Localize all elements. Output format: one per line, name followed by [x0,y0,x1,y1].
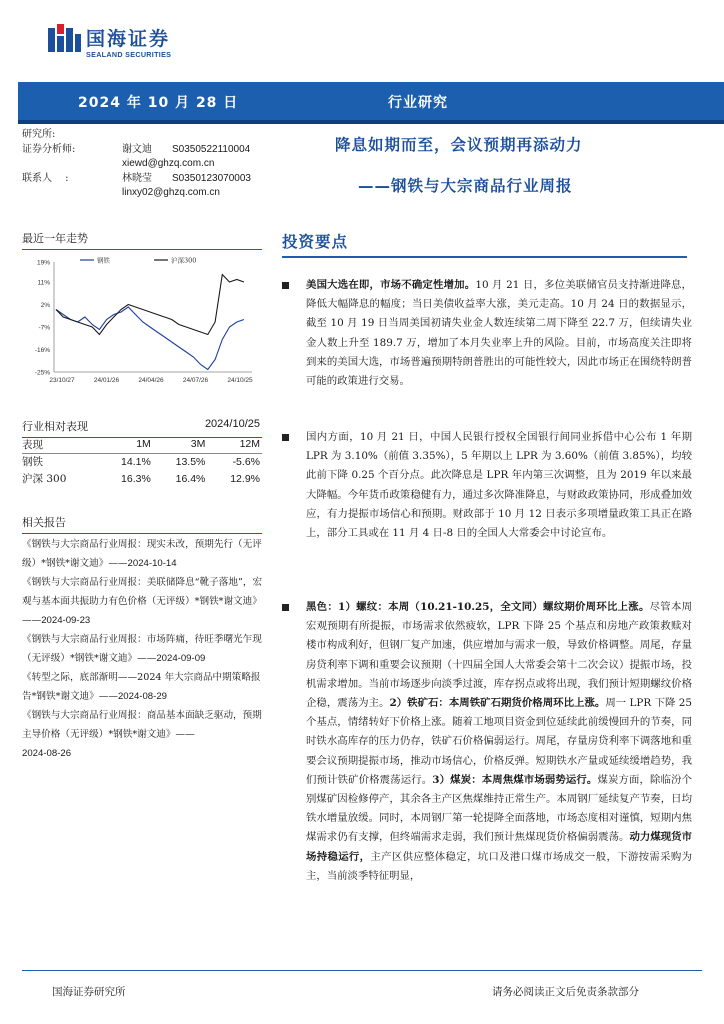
performance-heading [22,418,262,438]
x-tick-label: 23/10/27 [49,377,75,384]
bullet-icon [282,604,289,611]
col-header: 12M [207,436,262,453]
point-body: 尽管本周宏观预期有所提振，市场需求依然疲软，LPR 下降 25 个基点和房地产政策救赎对楼市构成利好，但钢厂复产加速，供应增加与需求一般，导致价格调整。周尾，存量房贷利率下调和重要会议预期（十四届全国人大常委会第十二次会议）提振市场，投机需求增加。当前市场逐步向淡季过渡，库存拐点或将出现，我们预计短期螺纹价格企稳，震荡为主。 [306,601,692,710]
cell-3m: 16.4% [175,472,206,485]
point-lead: 黑色：1）螺纹：本周（10.21-10.25，全文同）螺纹期价周环比上涨。 [306,601,650,613]
point-body: 周一 LPR 下降 25 个基点，情绪转好下价格上涨。随着工地项目资金到位延续此前缓慢回升的节奏，同时铁水高库存的压力仍存，铁矿石价格偏弱运行。周尾，存量房贷利率下调落地和重要会议预期提振市场，推动市场信心，价格反弹。短期铁水产量或延续缓增趋势，我们预计铁矿价格震荡运行。 [306,697,692,786]
point-domestic [282,428,692,543]
bullet-icon [282,434,289,441]
x-tick-label: 24/01/26 [93,377,120,384]
row-name: 钢铁 [22,456,43,469]
col-header: 表现 [22,436,98,453]
report-name: 《转型之际，底部渐明——2024 年大宗商品中期策略报告*钢铁*谢文迪》—— [22,672,261,702]
y-tick-label: 11% [37,279,50,287]
points-heading: 投资要点 [282,233,349,251]
report-section: 行业研究 [388,95,448,111]
point-lead: 动力煤现货市场持稳运行， [306,831,693,863]
footer-left: 国海证券研究所 [52,986,126,998]
y-tick-label: -16% [34,347,50,354]
col-header: 1M [98,436,153,453]
legend-label: 钢铁 [97,256,110,265]
footer-right: 请务必阅读正文后免责条款部分 [492,986,639,998]
trend-chart [22,252,262,387]
y-tick-label: -25% [34,369,50,377]
contact-cert: S0350123070003 [172,172,251,184]
related-heading [22,514,262,534]
performance-table [22,436,262,487]
related-reports-list [22,535,264,763]
performance-heading-text: 行业相对表现 [22,420,88,433]
point-lead: 美国大选在即，市场不确定性增加。 [306,279,476,291]
legend-label: 沪深300 [171,256,197,265]
y-tick-label: 2% [40,302,50,309]
research-label: 研究所: [22,129,56,140]
analyst-block [22,128,272,201]
report-date: 2024-10-14 [127,558,177,569]
related-report-item[interactable] [22,668,264,706]
performance-header-row [22,436,262,453]
report-date: 2024 年 10 月 28 日 [78,95,239,111]
report-name: 《钢铁与大宗商品行业周报：市场阵痛，待旺季曙光乍现（无评级）*钢铁*谢文迪》—— [22,634,262,664]
report-name: 《钢铁与大宗商品行业周报：商品基本面缺乏驱动，预期主导价格（无评级）*钢铁*谢文迪》—— [22,710,262,740]
points-divider [282,256,687,258]
brand-name-cn: 国海证券 [86,28,171,50]
report-banner [18,82,724,120]
report-subtitle: ——钢铁与大宗商品行业周报 [358,177,573,195]
related-report-item[interactable] [22,573,264,630]
related-report-item[interactable] [22,535,264,573]
table-row [22,470,262,487]
analyst-name: 谢文迪 [122,143,152,155]
report-date: 2024-09-09 [156,653,206,664]
cell-1m: 14.1% [121,455,151,468]
table-row [22,453,262,470]
contact-email[interactable]: linxy02@ghzq.com.cn [122,187,220,198]
y-tick-label: -7% [38,324,50,332]
performance-date: 2024/10/25 [204,418,260,430]
y-tick-label: 19% [36,259,50,267]
analyst-email[interactable]: xiewd@ghzq.com.cn [122,158,215,169]
point-lead: 3）煤炭：本周焦煤市场弱势运行。 [432,773,598,786]
x-tick-label: 24/07/26 [182,377,209,384]
cell-3m: 13.5% [175,455,206,468]
report-name: 《钢铁与大宗商品行业周报：美联储降息“靴子落地”，宏观与基本面共振助力有色价格（无评级）*钢铁*谢文迪》—— [22,577,263,626]
cell-12m: 12.9% [230,472,260,485]
cell-12m: -5.6% [232,455,260,468]
report-name: 《钢铁与大宗商品行业周报：现实未改，预期先行（无评级）*钢铁*谢文迪》—— [22,539,262,569]
analyst-cert: S0350522110004 [172,143,251,155]
x-tick-label: 24/10/25 [227,377,253,384]
contact-label: 联系人 : [22,172,69,184]
report-title: 降息如期而至，会议预期再添动力 [335,136,583,154]
point-black [282,598,692,886]
banner-strip [18,120,724,124]
point-lead: 2）铁矿石：本周铁矿石期货价格周环比上涨。 [389,697,606,710]
point-body: 煤炭方面，除临汾个别煤矿因检修停产，其余各主产区焦煤维持正常生产。本周钢厂延续复产节奏，日均铁水增量放缓。同时，本周钢厂第一轮提降全面落地，市场态度相对谨慎，短期内焦煤需求仍有支撑，但终端需求走弱，我们预计焦煤现货价格偏弱震荡。 [306,773,693,844]
report-date: 2024-09-23 [41,615,91,626]
footer-divider [22,970,702,971]
related-report-item[interactable] [22,706,264,763]
x-tick-label: 24/04/26 [138,377,164,384]
row-name: 沪深 300 [22,473,67,485]
point-body: 10 月 21 日，多位美联储官员支持渐进降息，降低大幅降息的幅度；当日美债收益率大涨，美元走高。10 月 24 日的数据显示，截至 10 月 19 日当周美国初请失业金人数连续第二周下降至 22.7 万，但续请失业金人数上升至 189.7 万，增加了本月失业率上升的风险。目前，市场高度关注即将到来的美国大选，市场普遍预期特朗普胜出的可能性较大，因此市场正在围绕特朗普可能的政策进行交易。 [306,279,692,388]
report-date: 2024-08-26 [22,748,72,759]
bullet-icon [282,282,289,289]
point-body: 国内方面，10 月 21 日，中国人民银行授权全国银行间同业拆借中心公布 1 年期 LPR 为 3.10%（前值 3.35%），5 年期以上 LPR 为 3.60%（前值 3.85%），均较此前下降 0.25 个百分点。此次降息是 LPR 年内第三次调整，且为 2019 年以来最大降幅。今年货币政策稳健有力，通过多次降准降息，与财政政策协同，形成叠加效应，有力提振市场信心和预期。财政部于 10 月 12 日表示多项增量政策工具正在路上，部分工具或在 11 月 4 日-8 日的全国人大常委会中讨论宣布。 [306,431,692,540]
trend-heading-text: 最近一年走势 [22,232,88,245]
cell-1m: 16.3% [121,472,151,485]
analyst-label: 证券分析师: [22,143,76,155]
related-report-item[interactable] [22,630,264,668]
series-line-csi300 [56,275,244,335]
report-date: 2024-08-29 [117,691,168,702]
point-body: 主产区供应整体稳定，坑口及港口煤市场成交一般，下游按需采购为主，当前淡季特征明显， [306,850,692,882]
sealand-logo-icon [48,24,82,54]
brand-name-en: SEALAND SECURITIES [86,50,172,59]
related-heading-text: 相关报告 [22,516,66,529]
col-header: 3M [153,436,208,453]
trend-heading [22,230,262,250]
company-logo [48,22,188,62]
point-us-election [282,276,692,391]
contact-name: 林晓莹 [122,172,152,184]
